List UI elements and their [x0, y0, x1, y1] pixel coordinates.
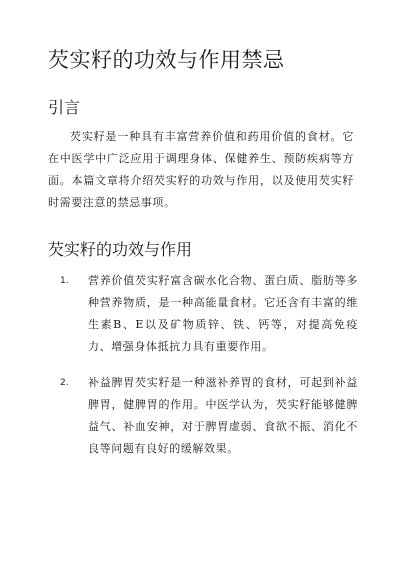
list-item-number: 1. [60, 276, 69, 286]
intro-heading: 引言 [48, 98, 81, 117]
list-item [48, 270, 358, 358]
list-item-text: 营养价值芡实籽富含碳水化合物、蛋白质、脂肪等多种营养物质，是一种高能量食材。它还含有丰富的维生素B、E以及矿物质锌、铁、钙等，对提高免疫力、增强身体抵抗力具有重要作用。 [88, 274, 358, 353]
section-heading: 芡实籽的功效与作用 [48, 240, 193, 259]
document-title: 芡实籽的功效与作用禁忌 [48, 48, 285, 72]
list-item-number: 2. [60, 378, 69, 388]
list-item [48, 372, 358, 460]
list-item-text: 补益脾胃芡实籽是一种滋补养胃的食材，可起到补益脾胃，健脾胃的作用。中医学认为，芡实籽能够健脾益气、补血安神，对于脾胃虚弱、食欲不振、消化不良等问题有良好的缓解效果。 [88, 376, 358, 455]
effects-list [48, 270, 358, 474]
intro-paragraph: 芡实籽是一种具有丰富营养价值和药用价值的食材。它在中医学中广泛应用于调理身体、保健养生、预防疾病等方面。本篇文章将介绍芡实籽的功效与作用，以及使用芡实籽时需要注意的禁忌事项。 [48, 130, 354, 209]
